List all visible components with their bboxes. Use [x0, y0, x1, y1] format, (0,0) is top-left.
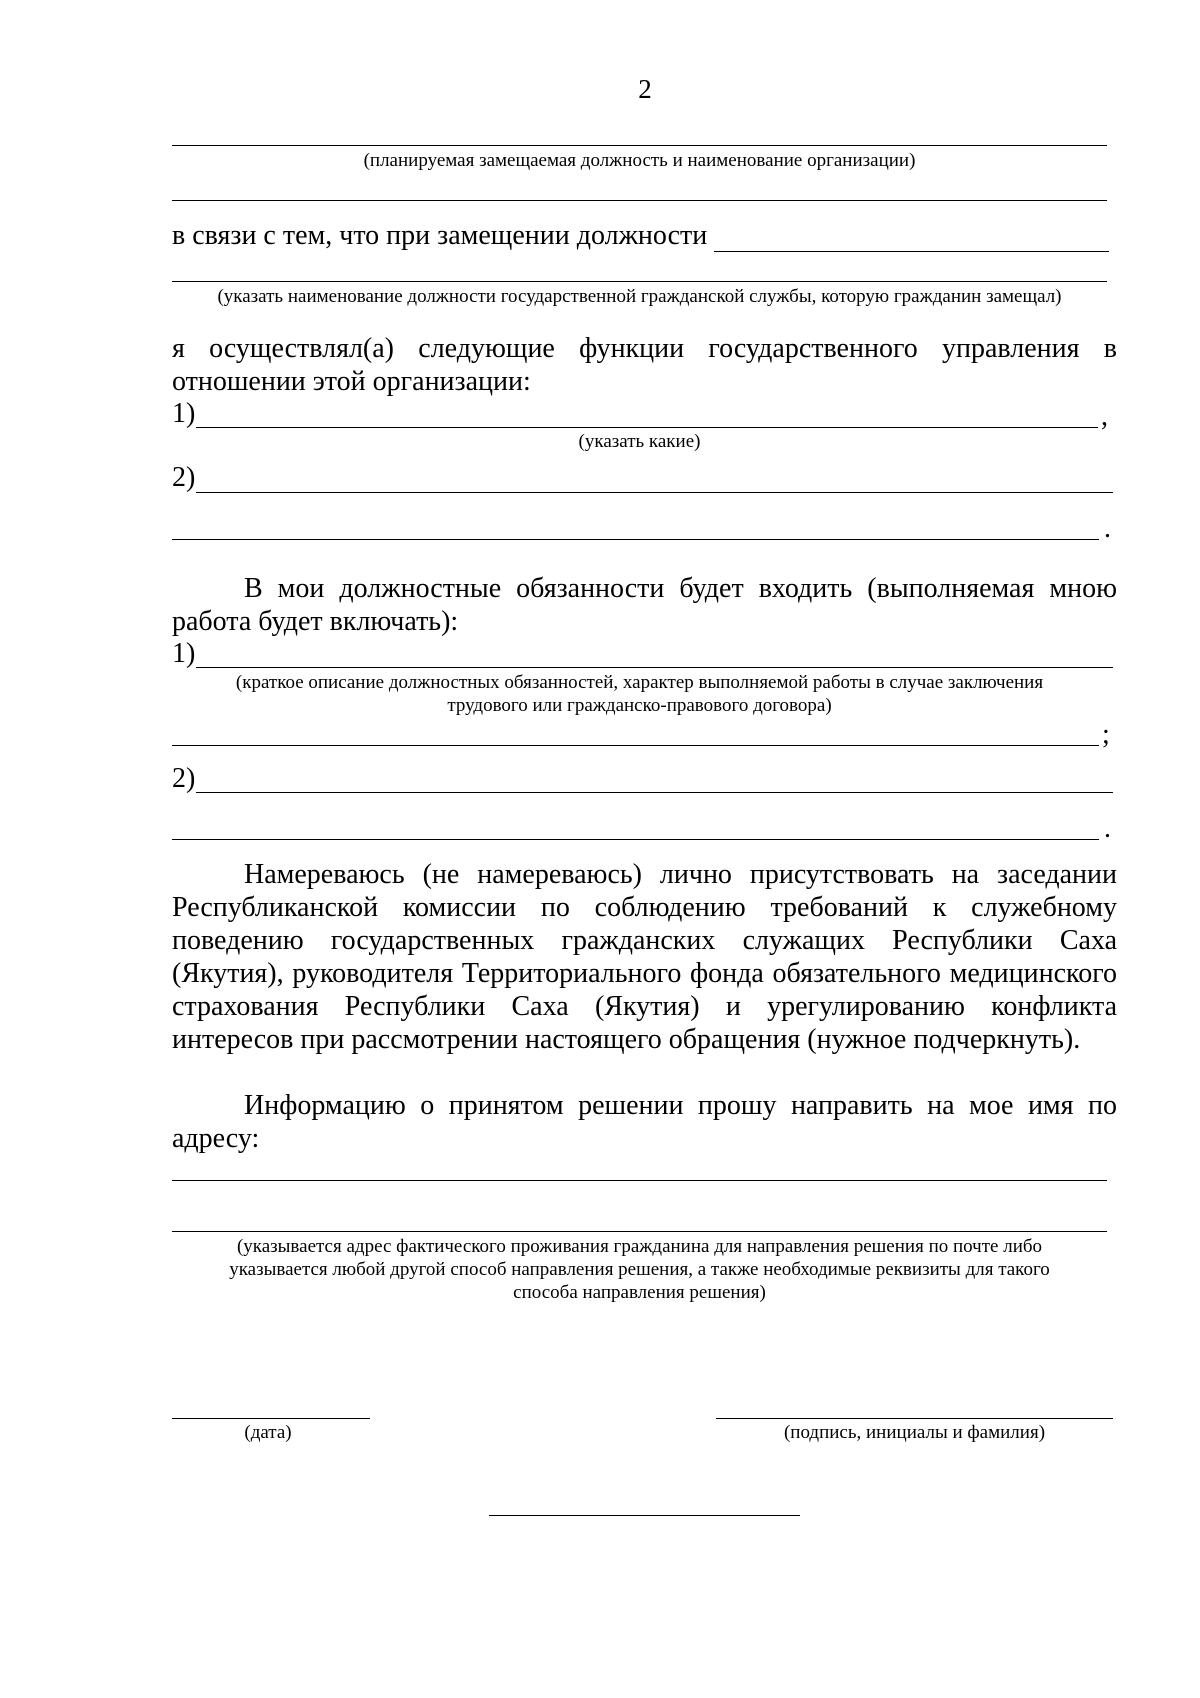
address-caption-line-2: указывается любой другой способ направления решения, а также необходимые реквизиты для такого	[229, 1259, 1050, 1280]
address-caption-line-3: способа направления решения)	[513, 1282, 766, 1303]
position-intro-line	[172, 219, 1117, 252]
duties-item-2-number: 2)	[172, 763, 196, 794]
info-paragraph: Информацию о принятом решении прошу направить на мое имя по адресу:	[172, 1090, 1117, 1154]
date-line[interactable]	[172, 1418, 370, 1419]
address-line-2[interactable]	[172, 1231, 1107, 1232]
functions-item-1-caption: (указать какие)	[578, 431, 701, 452]
duties-item-1-semicolon: ;	[1102, 719, 1110, 750]
position-caption: (указать наименование должности государственной гражданской службы, которую гражданин замещал)	[217, 286, 1062, 307]
duties-item-1-line-cont[interactable]	[172, 745, 1099, 746]
organization-line[interactable]	[172, 145, 1107, 146]
closing-separator	[489, 1515, 800, 1516]
address-caption-line-1: (указывается адрес фактического проживания гражданина для направления решения по почте либо	[236, 1236, 1043, 1257]
functions-item-2-line[interactable]	[196, 492, 1113, 493]
duties-item-2-line-cont[interactable]	[172, 839, 1099, 840]
position-intro-text: в связи с тем, что при замещении должности	[172, 220, 708, 251]
functions-item-1-line[interactable]	[196, 427, 1098, 428]
duties-item-1-line[interactable]	[196, 667, 1113, 668]
position-field[interactable]	[714, 223, 1109, 252]
functions-text-line-1: я осуществлял(а) следующие функции государственного управления в	[172, 333, 1117, 364]
page-number: 2	[638, 74, 652, 104]
functions-text-line-2: отношении этой организации:	[172, 366, 531, 397]
duties-item-2-line[interactable]	[196, 792, 1113, 793]
date-caption: (дата)	[244, 1422, 292, 1443]
duties-text-line-2: работа будет включать):	[172, 606, 459, 637]
duties-item-1-number: 1)	[172, 638, 196, 669]
functions-end-period: .	[1104, 513, 1111, 544]
duties-item-1-caption-line-1: (краткое описание должностных обязанностей, характер выполняемой работы в случае заключения	[235, 672, 1044, 693]
functions-item-1-comma: ,	[1101, 401, 1108, 432]
functions-item-2-number: 2)	[172, 462, 196, 493]
attendance-paragraph: Намереваюсь (не намереваюсь) лично присутствовать на заседании Республиканской комиссии по соблюдению требований к служебному поведению государственных гражданских служащих Республики Саха (Якутия), руководителя Территориального фонда обязательного медицинского страхования Республики Саха (Якутия) и урегулированию конфликта интересов при рассмотрении настоящего обращения (нужное подчеркнуть).	[172, 859, 1117, 1055]
signature-line[interactable]	[716, 1418, 1113, 1419]
organization-line-2[interactable]	[172, 200, 1107, 201]
signature-caption: (подпись, инициалы и фамилия)	[783, 1422, 1046, 1443]
address-line-1[interactable]	[172, 1180, 1107, 1181]
position-line-2[interactable]	[172, 281, 1107, 282]
duties-item-1-caption-line-2: трудового или гражданско-правового договора)	[447, 695, 832, 716]
duties-text-line-1: В мои должностные обязанности будет входить (выполняемая мною	[244, 573, 1117, 604]
functions-item-1-number: 1)	[172, 398, 196, 429]
functions-item-2-line-cont[interactable]	[172, 539, 1099, 540]
organization-caption: (планируемая замещаемая должность и наименование организации)	[363, 150, 916, 171]
duties-end-period: .	[1104, 813, 1111, 844]
